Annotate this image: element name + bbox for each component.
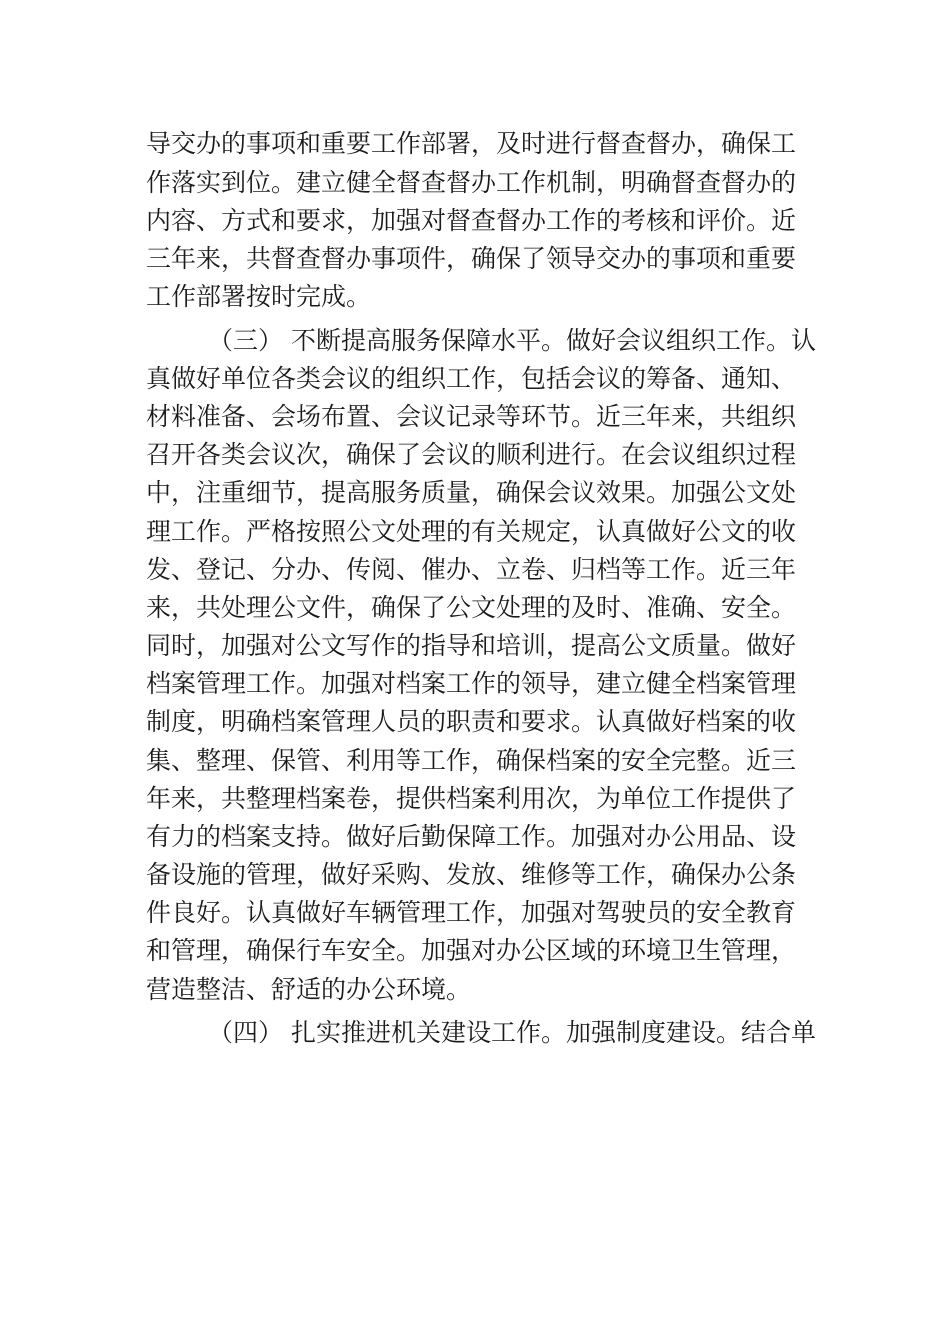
text-line: 制度，明确档案管理人员的职责和要求。认真做好档案的收 [146, 707, 797, 736]
text-line: 档案管理工作。加强对档案工作的领导，建立健全档案管理 [146, 669, 797, 698]
text-line: 内容、方式和要求，加强对督查督办工作的考核和评价。近 [146, 206, 797, 235]
text-line: 材料准备、会场布置、会议记录等环节。近三年来，共组织 [146, 402, 797, 431]
text-line: 召开各类会议次，确保了会议的顺利进行。在会议组织过程 [146, 440, 797, 469]
section-heading-3: （三） 不断提高服务保障水平。做好会议组织工作。认 [208, 326, 816, 355]
text-line: 三年来，共督查督办事项件，确保了领导交办的事项和重要 [146, 244, 797, 273]
text-line: 和管理，确保行车安全。加强对办公区域的环境卫生管理， [146, 936, 797, 965]
text-line: 集、整理、保管、利用等工作，确保档案的安全完整。近三 [146, 746, 797, 775]
text-line: 年来，共整理档案卷，提供档案利用次，为单位工作提供了 [146, 784, 797, 813]
text-line: 发、登记、分办、传阅、催办、立卷、归档等工作。近三年 [146, 555, 797, 584]
text-line: 来，共处理公文件，确保了公文处理的及时、准确、安全。 [146, 593, 797, 622]
text-line: 导交办的事项和重要工作部署，及时进行督查督办，确保工 [146, 129, 797, 158]
text-line: 件良好。认真做好车辆管理工作，加强对驾驶员的安全教育 [146, 898, 797, 927]
section-heading-4: （四） 扎实推进机关建设工作。加强制度建设。结合单 [208, 1018, 816, 1047]
text-line: 中，注重细节，提高服务质量，确保会议效果。加强公文处 [146, 478, 797, 507]
text-line: 理工作。严格按照公文处理的有关规定，认真做好公文的收 [146, 517, 797, 546]
text-line: 同时，加强对公文写作的指导和培训，提高公文质量。做好 [146, 631, 797, 660]
text-line: 作落实到位。建立健全督查督办工作机制，明确督查督办的 [146, 168, 797, 197]
text-line: 备设施的管理，做好采购、发放、维修等工作，确保办公条 [146, 860, 797, 889]
text-line: 营造整洁、舒适的办公环境。 [146, 975, 472, 1004]
text-line: 真做好单位各类会议的组织工作，包括会议的筹备、通知、 [146, 364, 797, 393]
text-line: 有力的档案支持。做好后勤保障工作。加强对办公用品、设 [146, 822, 797, 851]
text-line: 工作部署按时完成。 [146, 282, 372, 311]
